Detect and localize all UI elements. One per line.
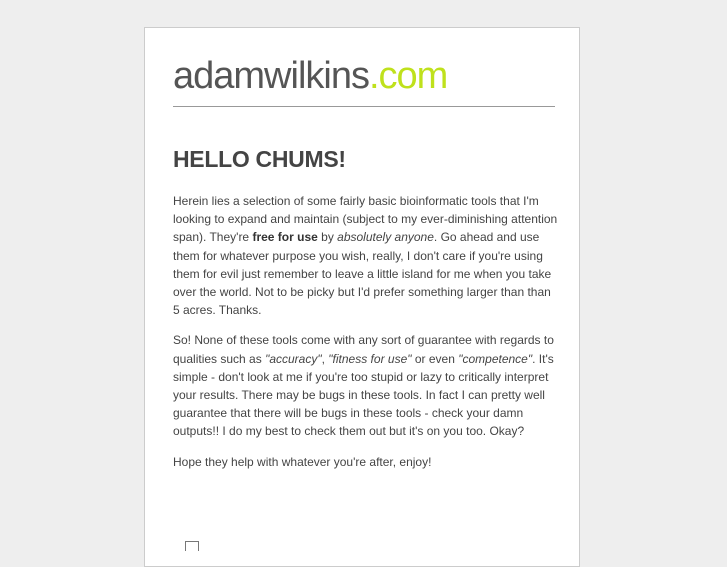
main-content <box>173 144 559 483</box>
logo-tld-text: .com <box>368 55 448 97</box>
intro-paragraph <box>173 192 559 319</box>
intro-text-e: . Go ahead and use them for whatever purpose you wish, really, I don't care if you're using them for evil just remember to leave a little island for me when you take over the world. Not to be picky but I'd prefer something larger than than 5 acres. Thanks. <box>173 230 552 318</box>
intro-text-a: Herein lies a selection of some fairly basic bioinformatic tools that I'm looking to expand and maintain (subject to my ever-diminishing attention span). They're <box>173 194 558 245</box>
site-logo[interactable] <box>173 56 447 96</box>
intro-text-bold: free for use <box>252 230 318 245</box>
disclaimer-text-a: So! None of these tools come with any sort of guarantee with regards to qualities such as <box>173 333 554 366</box>
disclaimer-accuracy: "accuracy" <box>265 351 322 366</box>
closing-paragraph: Hope they help with whatever you're after, enjoy! <box>173 454 432 469</box>
disclaimer-fitness: "fitness for use" <box>328 351 412 366</box>
page-heading: HELLO CHUMS! <box>173 146 346 172</box>
intro-text-italic: absolutely anyone <box>337 230 434 245</box>
site-header <box>173 56 555 107</box>
intro-text-c: by <box>317 230 338 245</box>
checkbox-icon[interactable] <box>185 541 199 551</box>
disclaimer-text-e: or even <box>411 351 459 366</box>
disclaimer-text-c: , <box>321 351 329 366</box>
page-container <box>144 27 580 567</box>
disclaimer-paragraph <box>173 331 559 440</box>
logo-main-text: adamwilkins <box>173 55 369 97</box>
disclaimer-competence: "competence" <box>458 351 533 366</box>
disclaimer-text-g: . It's simple - don't look at me if you're too stupid or lazy to critically interpret your results. There may be bugs in these tools. In fact I can pretty well guarantee that there will be bugs in these tools - check your damn outputs!! I do my best to check them out but it's on you too. Okay? <box>173 351 554 439</box>
